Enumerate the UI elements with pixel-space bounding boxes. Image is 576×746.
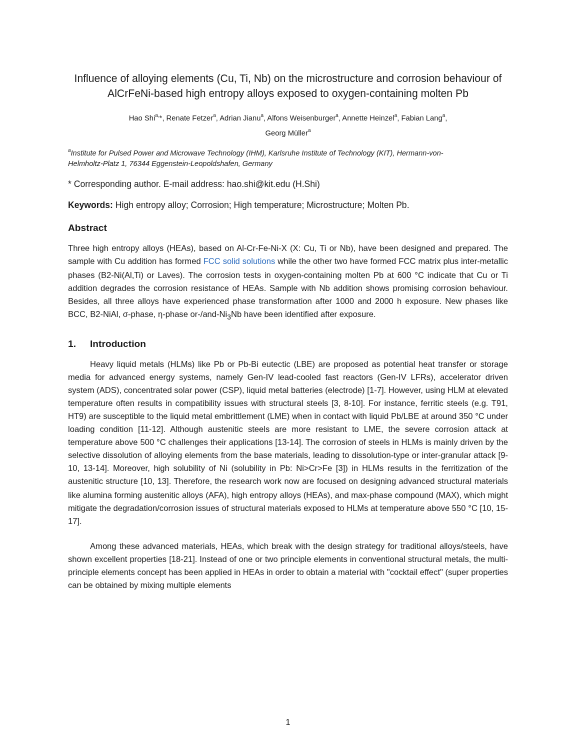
- affiliation-marker: a: [442, 113, 446, 119]
- affiliation-marker: a: [335, 113, 339, 119]
- abstract-text: Three high entropy alloys (HEAs), based on Al-Cr-Fe-Ni-X (X: Cu, Ti or Nb), have been designed and prepared. The sample with Cu addition has formed: [68, 243, 508, 267]
- affiliation-marker: a: [213, 113, 216, 119]
- abstract-heading: Abstract: [68, 223, 107, 235]
- paper-title: [68, 72, 508, 102]
- author-name: , Annette Heinzel: [338, 113, 395, 123]
- affiliation-line-1: Institute for Pulsed Power and Microwave Technology (IHM), Karlsruhe Institute of Technology (KIT), Hermann-von-: [70, 148, 444, 158]
- intro-paragraph-2: Among these advanced materials, HEAs, which break with the design strategy for traditional alloys/steels, have shown excellent properties [18-21]. Instead of one or two principle elements in conventional structural metals, the multi-principle elements concept has been applied in HEAs in order to obtain a material with "cocktail effect" (super properties can be obtained by mixing multiple elements: [68, 540, 508, 591]
- author-name: Georg Müller: [265, 128, 308, 138]
- author-name: , Fabian Lang: [397, 113, 443, 123]
- title-line-1: Influence of alloying elements (Cu, Ti, Nb) on the microstructure and corrosion behaviour of: [74, 73, 502, 85]
- author-name: , Adrian Jianu: [215, 113, 261, 123]
- affiliation-marker: a: [68, 147, 71, 154]
- affiliation: [68, 146, 508, 169]
- abstract-text: while the other two have formed FCC matrix plus inter-metallic phases (B2-Ni(Al,Ti) or Laves). The corrosion tests in oxygen-containing molten Pb at 600 °C indicate that Cu or Ti addition degrades the corrosion resistance of HEAs. Sample with Nb addition shows promising corrosion behaviour. Besides, all three alloys have experienced phase transformation after 1000 and 2000 h exposure. New phases like BCC, B2-NiAl, σ-phase, η-phase or-/and-Ni: [68, 256, 509, 319]
- abstract-text: Nb have been identified after exposure.: [230, 308, 376, 319]
- fcc-solid-solutions-link[interactable]: FCC solid solutions: [203, 256, 276, 267]
- intro-paragraph-1: Heavy liquid metals (HLMs) like Pb or Pb-Bi eutectic (LBE) are proposed as potential heat transfer or storage media for advanced energy systems, namely Gen-IV lead-cooled fast reactors (Gen-IV LFRs), accelerator driven system (ADS), concentrated solar power (CSP), liquid metal batteries (electrode) [1-7]. However, using HLM at elevated temperature often results in compatibility issues with structural steels [3, 8-10]. For instance, ferritic steels (e.g. T91, HT9) are susceptible to the liquid metal embrittlement (LME) when in contact with liquid Pb/LBE at around 350 °C under loading condition [11-12]. Although austenitic steels are more resistant to LME, the severe corrosion attack at temperature above 500 °C challenges their applications [13-14]. The corrosion of steels in HLMs is mainly driven by the selective dissolution of alloying elements from the base materials, leading to dissolution-type or inter-granular attack [9-10, 13-14]. Moreover, high solubility of Ni (solubility in Pb: Ni>Cr>Fe [3]) in HLMs results in the ferritization of the austenitic structure [10, 13]. Therefore, the research work now are focused on designing advanced structural materials like alumina forming austenitic alloys (AFA), high entropy alloys (HEAs), and max-phase compound (MAX), which might mitigate the degradation/corrosion issues of structural materials exposed to HLMs at temperature above 550 °C [10, 15-17].: [68, 358, 508, 526]
- corresponding-marker: *: [159, 113, 163, 123]
- author-name: Hao Shi: [128, 113, 156, 123]
- page-number: 1: [285, 717, 291, 727]
- affiliation-marker: a: [260, 113, 264, 119]
- author-list: [68, 110, 508, 140]
- affiliation-marker: a: [394, 113, 398, 119]
- author-name: , Alfons Weisenburger: [263, 113, 336, 123]
- paper-page: [68, 72, 508, 592]
- affiliation-marker: a: [307, 127, 311, 134]
- section-number: 1.: [68, 338, 77, 350]
- section-heading-introduction: [68, 339, 508, 350]
- subscript: 3: [227, 314, 231, 322]
- section-title: Introduction: [90, 338, 146, 350]
- affiliation-marker: a,: [155, 113, 160, 119]
- keywords-text: High entropy alloy; Corrosion; High temperature; Microstructure; Molten Pb.: [112, 200, 410, 211]
- affiliation-line-2: Helmholtz-Platz 1, 76344 Eggenstein-Leopoldshafen, Germany: [68, 159, 273, 169]
- author-name: , Renate Fetzer: [162, 113, 214, 123]
- author-separator: ,: [445, 113, 448, 123]
- keywords-label: Keywords:: [68, 200, 113, 211]
- title-line-2: AlCrFeNi-based high entropy alloys exposed to oxygen-containing molten Pb: [107, 88, 469, 100]
- abstract-body: [68, 242, 508, 324]
- keywords: [68, 199, 508, 211]
- corresponding-author: * Corresponding author. E-mail address: hao.shi@kit.edu (H.Shi): [68, 179, 320, 190]
